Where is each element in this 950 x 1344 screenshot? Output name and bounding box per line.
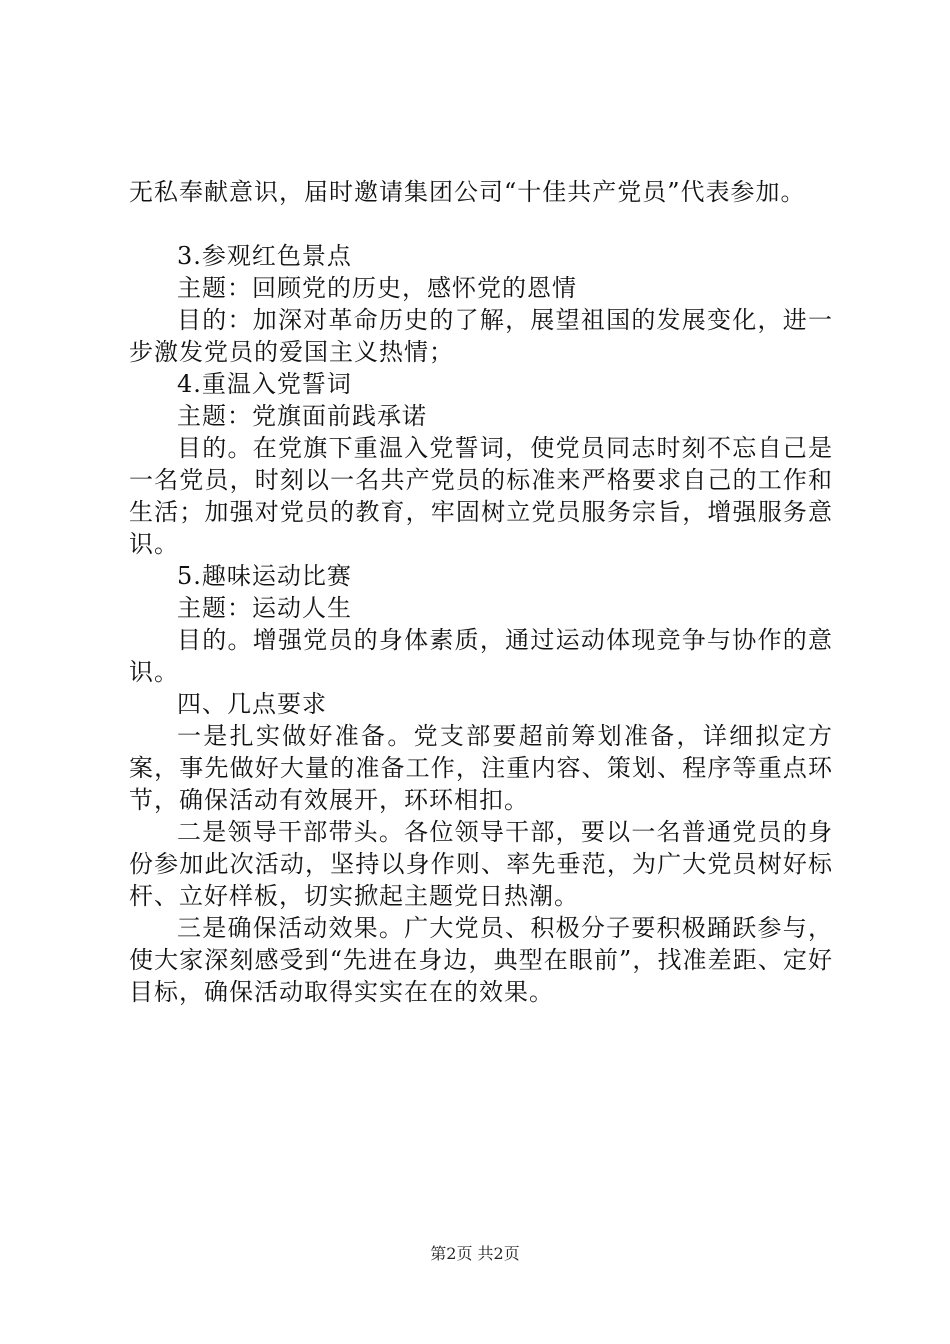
document-body: [129, 176, 833, 1008]
purpose-paragraph: 目的。增强党员的身体素质，通过运动体现竞争与协作的意识。: [129, 626, 833, 686]
section-heading-requirements: 四、几点要求: [177, 690, 327, 718]
requirement-paragraph: 二是领导干部带头。各位领导干部，要以一名普通党员的身份参加此次活动，坚持以身作则、率先垂范，为广大党员树好标杆、立好样板，切实掀起主题党日热潮。: [129, 818, 833, 910]
paragraph-continuation: 无私奉献意识，届时邀请集团公司“十佳共产党员”代表参加。: [129, 178, 806, 206]
page-number-footer: 第2页 共2页: [430, 1244, 520, 1263]
theme-line: 主题：党旗面前践承诺: [177, 402, 427, 430]
theme-line: 主题：回顾党的历史，感怀党的恩情: [177, 274, 577, 302]
section-heading-oath: 4.重温入党誓词: [177, 370, 352, 398]
requirement-paragraph: 一是扎实做好准备。党支部要超前筹划准备，详细拟定方案，事先做好大量的准备工作，注重内容、策划、程序等重点环节，确保活动有效展开，环环相扣。: [129, 722, 833, 814]
requirement-paragraph: 三是确保活动效果。广大党员、积极分子要积极踊跃参与，使大家深刻感受到“先进在身边，典型在眼前”，找准差距、定好目标，确保活动取得实实在在的效果。: [129, 914, 833, 1006]
theme-line: 主题：运动人生: [177, 594, 352, 622]
section-heading-visit-red-sites: 3.参观红色景点: [177, 242, 352, 270]
purpose-paragraph: 目的。在党旗下重温入党誓词，使党员同志时刻不忘自己是一名党员，时刻以一名共产党员的标准来严格要求自己的工作和生活；加强对党员的教育，牢固树立党员服务宗旨，增强服务意识。: [129, 434, 833, 558]
section-heading-sports: 5.趣味运动比赛: [177, 562, 352, 590]
purpose-paragraph: 目的：加深对革命历史的了解，展望祖国的发展变化，进一步激发党员的爱国主义热情；: [129, 306, 833, 366]
